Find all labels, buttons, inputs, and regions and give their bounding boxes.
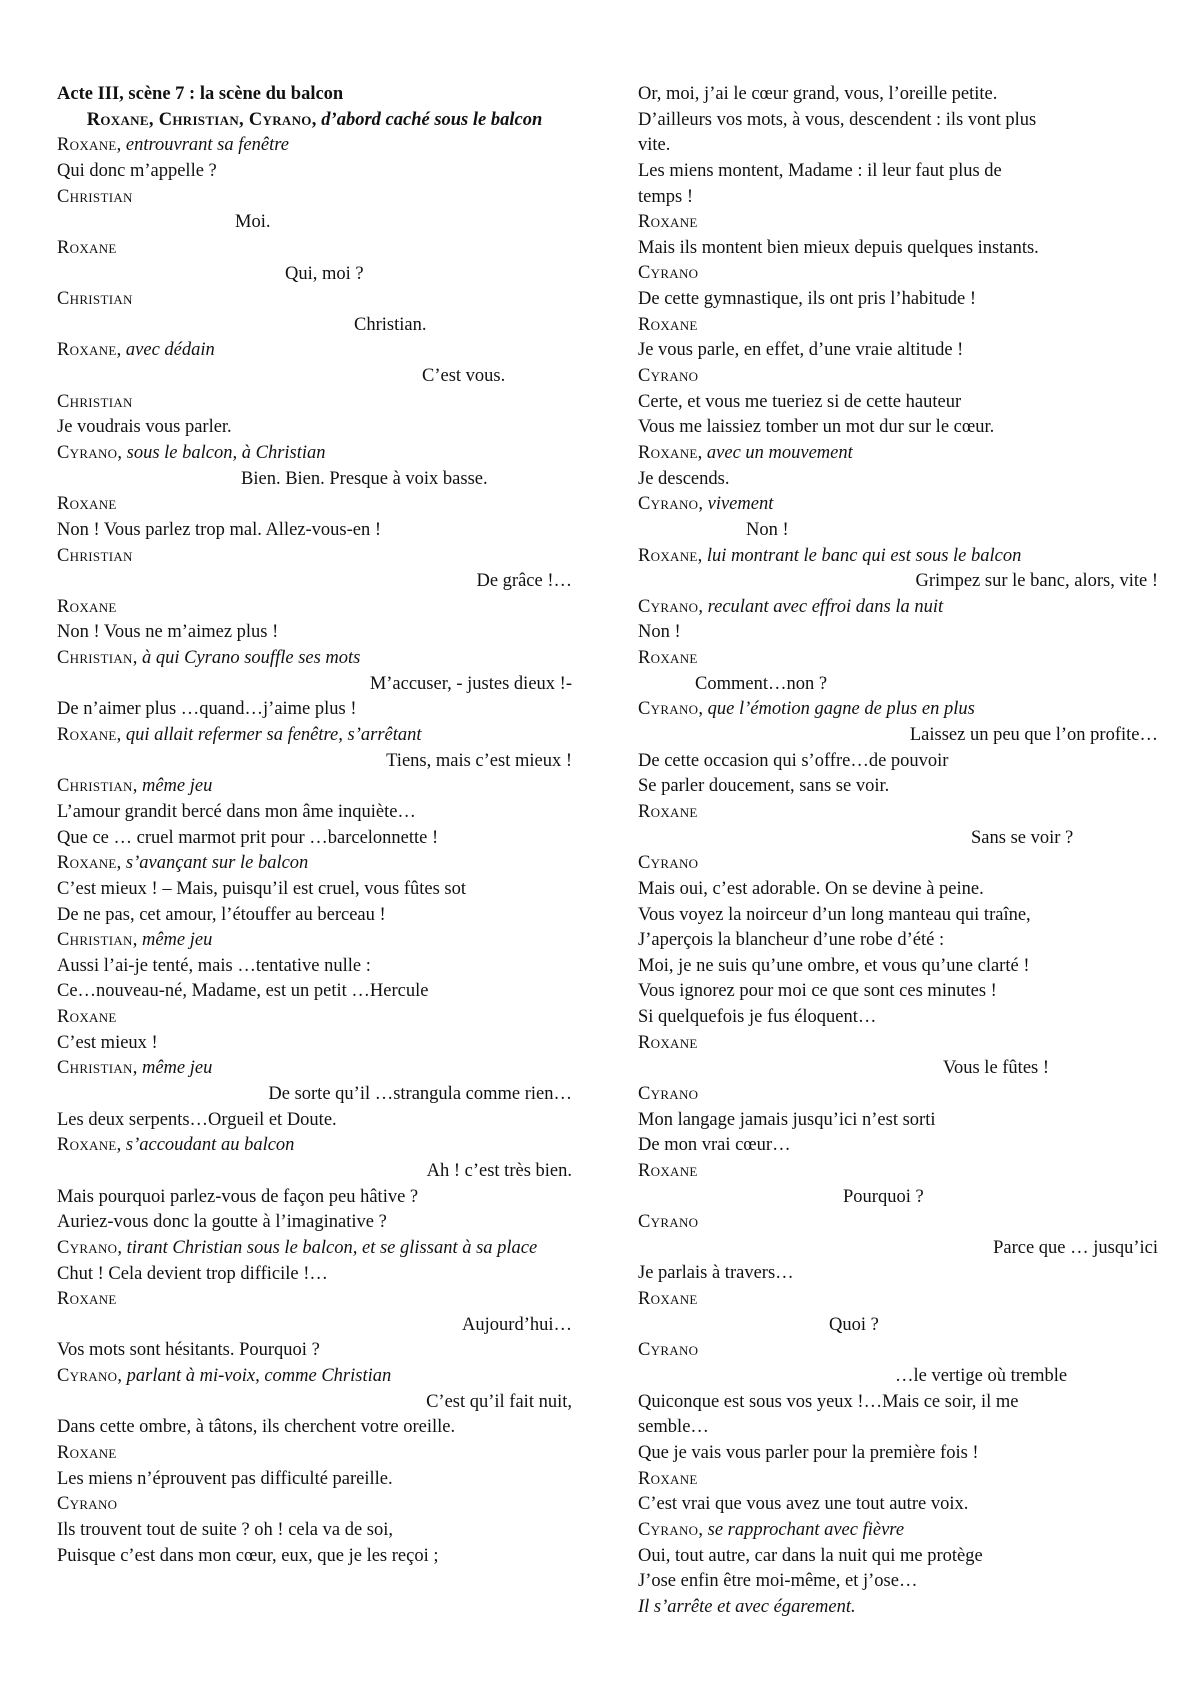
verse-line: C’est mieux !: [57, 1032, 158, 1053]
speaker-line: [638, 646, 1158, 672]
stage-direction: à qui Cyrano souffle ses mots: [141, 648, 361, 669]
speaker-name: Roxane: [57, 1442, 117, 1463]
stage-direction: parlant à mi-voix, comme Christian: [126, 1366, 392, 1387]
verse-line: Ils trouvent tout de suite ? oh ! cela va de soi,: [57, 1519, 393, 1540]
verse-line: Non ! Vous ne m’aimez plus !: [57, 622, 279, 643]
scene-title: Acte III, scène 7 : la scène du balcon: [57, 84, 344, 104]
speaker-name: Cyrano: [57, 1237, 118, 1258]
verse-line: Se parler doucement, sans se voir.: [638, 776, 890, 797]
speaker-name: Cyrano: [638, 853, 699, 874]
speaker-line: [638, 313, 1158, 339]
verse-line: Tiens, mais c’est mieux !: [386, 750, 572, 771]
speaker-name: Roxane: [638, 1160, 698, 1181]
verse-line: De cette occasion qui s’offre…de pouvoir: [638, 750, 949, 771]
stage-direction: tirant Christian sous le balcon, et se glissant à sa place: [126, 1237, 538, 1258]
verse-line: Pourquoi ?: [843, 1186, 924, 1207]
speaker-name: Roxane: [638, 212, 698, 233]
speaker-name: Roxane: [638, 801, 698, 822]
speaker-name: Christian: [57, 186, 133, 207]
verse-line: Les miens montent, Madame : il leur faut plus de: [638, 160, 1002, 181]
verse-line: C’est vous.: [422, 366, 506, 387]
verse-line: C’est qu’il fait nuit,: [426, 1391, 572, 1412]
verse-line: Aujourd’hui…: [462, 1314, 572, 1335]
speaker-name: Roxane: [638, 545, 698, 566]
stage-direction: reculant avec effroi dans la nuit: [707, 596, 944, 617]
verse-line: Dans cette ombre, à tâtons, ils cherchent votre oreille.: [57, 1417, 456, 1438]
speaker-line: [57, 595, 572, 621]
stage-direction: s’avançant sur le balcon: [125, 853, 309, 874]
speaker-line: [638, 1159, 1158, 1185]
speaker-name: Christian: [57, 930, 133, 951]
verse-line: semble…: [638, 1417, 709, 1438]
speaker-line: [57, 390, 572, 416]
speaker-line: Cyrano, vivement: [638, 494, 774, 515]
verse-line: Quoi ?: [829, 1314, 879, 1335]
speaker-name: Christian: [57, 648, 133, 669]
verse-line: Mon langage jamais jusqu’ici n’est sorti: [638, 1109, 936, 1130]
verse-line: Vous voyez la noirceur d’un long manteau qui traîne,: [638, 904, 1031, 925]
verse-line: Mais ils montent bien mieux depuis quelques instants.: [638, 237, 1039, 258]
verse-line: Qui, moi ?: [285, 263, 364, 284]
verse-line: Comment…non ?: [695, 673, 828, 694]
verse-line: …le vertige où tremble: [895, 1366, 1068, 1387]
verse-line: Non !: [746, 519, 789, 540]
speaker-line: [57, 544, 572, 570]
verse-line: Moi.: [235, 212, 271, 233]
stage-direction: entrouvrant sa fenêtre: [125, 135, 289, 156]
speaker-name: Roxane: [57, 853, 117, 874]
speaker-name: Christian: [57, 545, 133, 566]
verse-line: Si quelquefois je fus éloquent…: [638, 1007, 877, 1028]
verse-line: Vos mots sont hésitants. Pourquoi ?: [57, 1340, 320, 1361]
verse-line: Les miens n’éprouvent pas difficulté pareille.: [57, 1468, 393, 1489]
speaker-line: [638, 1031, 1158, 1057]
speaker-line: [638, 364, 1158, 390]
verse-line: C’est vrai que vous avez une tout autre voix.: [638, 1494, 969, 1515]
speaker-line: [638, 1287, 1158, 1313]
speaker-name: Roxane: [57, 1007, 117, 1028]
speaker-line: Cyrano, reculant avec effroi dans la nuit: [638, 596, 944, 617]
speaker-name: Roxane: [57, 1135, 117, 1156]
speaker-name: Cyrano: [638, 366, 699, 387]
speaker-name: Roxane: [57, 237, 117, 258]
speaker-name: Cyrano: [638, 1340, 699, 1361]
verse-line: M’accuser, - justes dieux !-: [369, 673, 572, 694]
speaker-line: Christian, même jeu: [57, 1058, 213, 1079]
speaker-name: Christian: [57, 391, 133, 412]
speaker-name: Christian: [57, 776, 133, 797]
speaker-name: Cyrano: [638, 263, 699, 284]
speaker-line: Roxane, entrouvrant sa fenêtre: [57, 135, 289, 156]
heading-direction: d’abord caché sous le balcon: [316, 109, 543, 130]
verse-line: Non ! Vous parlez trop mal. Allez-vous-en !: [57, 519, 382, 540]
speaker-name: Cyrano: [638, 596, 699, 617]
verse-line: Laissez un peu que l’on profite…: [909, 725, 1158, 746]
speaker-line: [57, 236, 572, 262]
speaker-line: [638, 1467, 1158, 1493]
right-column: [638, 82, 1158, 1620]
verse-line: Mais pourquoi parlez-vous de façon peu hâtive ?: [57, 1186, 419, 1207]
verse-line: Je descends.: [638, 468, 730, 489]
stage-direction: sous le balcon, à Christian: [126, 442, 326, 463]
speaker-line: Cyrano, parlant à mi-voix, comme Christian: [57, 1366, 392, 1387]
speaker-name: Roxane: [638, 1289, 698, 1310]
speaker-line: [57, 185, 572, 211]
verse-line: Chut ! Cela devient trop difficile !…: [57, 1263, 328, 1284]
scene-heading: [57, 108, 572, 134]
stage-direction: qui allait refermer sa fenêtre, s’arrêtant: [125, 725, 422, 746]
speaker-line: Roxane, s’avançant sur le balcon: [57, 853, 309, 874]
verse-line: Certe, et vous me tueriez si de cette hauteur: [638, 391, 962, 412]
speaker-name: Roxane: [57, 725, 117, 746]
stage-direction: avec dédain: [125, 340, 215, 361]
speaker-line: [638, 1210, 1158, 1236]
verse-line: Vous me laissiez tomber un mot dur sur le cœur.: [638, 417, 995, 438]
verse-line: C’est mieux ! – Mais, puisqu’il est cruel, vous fûtes sot: [57, 878, 467, 899]
verse-line: Puisque c’est dans mon cœur, eux, que je les reçoi ;: [57, 1545, 439, 1566]
verse-line: temps !: [638, 186, 693, 207]
verse-line: Que ce … cruel marmot prit pour …barcelonnette !: [57, 827, 439, 848]
stage-direction: Il s’arrête et avec égarement.: [638, 1596, 856, 1617]
verse-line: Oui, tout autre, car dans la nuit qui me protège: [638, 1545, 983, 1566]
speaker-name: Cyrano: [638, 494, 699, 515]
speaker-line: [638, 851, 1158, 877]
verse-line: Ah ! c’est très bien.: [426, 1160, 572, 1181]
speaker-name: Roxane: [638, 1468, 698, 1489]
verse-line: De mon vrai cœur…: [638, 1135, 791, 1156]
verse-line: Grimpez sur le banc, alors, vite !: [915, 571, 1158, 592]
verse-line: Auriez-vous donc la goutte à l’imaginative ?: [57, 1212, 387, 1233]
verse-line: Sans se voir ?: [971, 827, 1074, 848]
speaker-line: [57, 1492, 572, 1518]
stage-direction: se rapprochant avec fièvre: [707, 1519, 905, 1540]
verse-line: De n’aimer plus …quand…j’aime plus !: [57, 699, 357, 720]
speaker-line: [638, 1338, 1158, 1364]
speaker-name: Roxane: [57, 135, 117, 156]
speaker-name: Cyrano: [638, 1212, 699, 1233]
speaker-line: [57, 1287, 572, 1313]
speaker-name: Cyrano: [57, 1366, 118, 1387]
verse-line: Je voudrais vous parler.: [57, 417, 232, 438]
verse-line: Or, moi, j’ai le cœur grand, vous, l’oreille petite.: [638, 84, 998, 104]
verse-line: Parce que … jusqu’ici: [993, 1237, 1158, 1258]
speaker-name: Cyrano: [638, 699, 699, 720]
speaker-name: Roxane: [57, 340, 117, 361]
speaker-line: Roxane, avec dédain: [57, 340, 215, 361]
verse-line: Non !: [638, 622, 681, 643]
speaker-name: Christian: [57, 289, 133, 310]
verse-line: Que je vais vous parler pour la première fois !: [638, 1442, 979, 1463]
speaker-name: Roxane: [57, 494, 117, 515]
verse-line: Vous le fûtes !: [943, 1058, 1050, 1079]
verse-line: Qui donc m’appelle ?: [57, 160, 217, 181]
verse-line: Je parlais à travers…: [638, 1263, 794, 1284]
speaker-name: Cyrano: [57, 1494, 118, 1515]
heading-characters: Roxane, Christian, Cyrano,: [86, 109, 317, 130]
verse-line: Christian.: [354, 314, 427, 335]
verse-line: Quiconque est sous vos yeux !…Mais ce soir, il me: [638, 1391, 1019, 1412]
verse-line: J’ose enfin être moi-même, et j’ose…: [638, 1571, 918, 1592]
verse-line: De grâce !…: [476, 571, 572, 592]
speaker-line: Christian, même jeu: [57, 930, 213, 951]
speaker-name: Cyrano: [638, 1519, 699, 1540]
verse-line: Ce…nouveau-né, Madame, est un petit …Hercule: [57, 981, 429, 1002]
speaker-name: Roxane: [638, 648, 698, 669]
speaker-line: [57, 287, 572, 313]
stage-direction: même jeu: [141, 776, 213, 797]
speaker-line: [57, 1441, 572, 1467]
speaker-line: Roxane, lui montrant le banc qui est sous le balcon: [638, 545, 1022, 566]
verse-line: vite.: [638, 135, 671, 156]
speaker-line: Christian, même jeu: [57, 776, 213, 797]
verse-line: De ne pas, cet amour, l’étouffer au berceau !: [57, 904, 386, 925]
speaker-name: Roxane: [638, 1032, 698, 1053]
speaker-line: Cyrano, se rapprochant avec fièvre: [638, 1519, 905, 1540]
verse-line: De sorte qu’il …strangula comme rien…: [268, 1084, 572, 1104]
stage-direction: même jeu: [141, 1058, 213, 1079]
speaker-line: Cyrano, tirant Christian sous le balcon, et se glissant à sa place: [57, 1237, 538, 1258]
speaker-line: Christian, à qui Cyrano souffle ses mots: [57, 648, 361, 669]
verse-line: Bien. Bien. Presque à voix basse.: [241, 468, 488, 489]
left-column: [57, 82, 572, 1569]
verse-line: L’amour grandit bercé dans mon âme inquiète…: [57, 801, 416, 822]
speaker-line: [638, 210, 1158, 236]
speaker-name: Roxane: [57, 1289, 117, 1310]
speaker-line: Roxane, qui allait refermer sa fenêtre, s’arrêtant: [57, 725, 422, 746]
verse-line: Je vous parle, en effet, d’une vraie altitude !: [638, 340, 964, 361]
stage-direction: lui montrant le banc qui est sous le balcon: [706, 545, 1022, 566]
verse-line: Moi, je ne suis qu’une ombre, et vous qu’une clarté !: [638, 955, 1030, 976]
verse-line: Vous ignorez pour moi ce que sont ces minutes !: [638, 981, 997, 1002]
stage-direction: vivement: [707, 494, 774, 515]
stage-direction: avec un mouvement: [706, 442, 853, 463]
verse-line: Les deux serpents…Orgueil et Doute.: [57, 1109, 337, 1130]
verse-line: D’ailleurs vos mots, à vous, descendent : ils vont plus: [638, 109, 1037, 130]
speaker-name: Cyrano: [57, 442, 118, 463]
speaker-name: Roxane: [638, 314, 698, 335]
verse-line: J’aperçois la blancheur d’une robe d’été :: [638, 930, 945, 951]
verse-line: Aussi l’ai-je tenté, mais …tentative nulle :: [57, 955, 371, 976]
stage-direction: même jeu: [141, 930, 213, 951]
speaker-line: [57, 1005, 572, 1031]
speaker-name: Roxane: [638, 442, 698, 463]
speaker-line: [638, 1082, 1158, 1108]
stage-direction: s’accoudant au balcon: [125, 1135, 295, 1156]
speaker-line: Cyrano, que l’émotion gagne de plus en plus: [638, 699, 975, 720]
speaker-line: [638, 800, 1158, 826]
speaker-line: Cyrano, sous le balcon, à Christian: [57, 442, 326, 463]
verse-line: De cette gymnastique, ils ont pris l’habitude !: [638, 289, 977, 310]
stage-direction: que l’émotion gagne de plus en plus: [707, 699, 975, 720]
speaker-line: [638, 261, 1158, 287]
speaker-name: Cyrano: [638, 1083, 699, 1104]
speaker-name: Christian: [57, 1058, 133, 1079]
speaker-name: Roxane: [57, 596, 117, 617]
speaker-line: Roxane, s’accoudant au balcon: [57, 1135, 295, 1156]
verse-line: Mais oui, c’est adorable. On se devine à peine.: [638, 878, 984, 899]
speaker-line: Roxane, avec un mouvement: [638, 442, 853, 463]
speaker-line: [57, 492, 572, 518]
